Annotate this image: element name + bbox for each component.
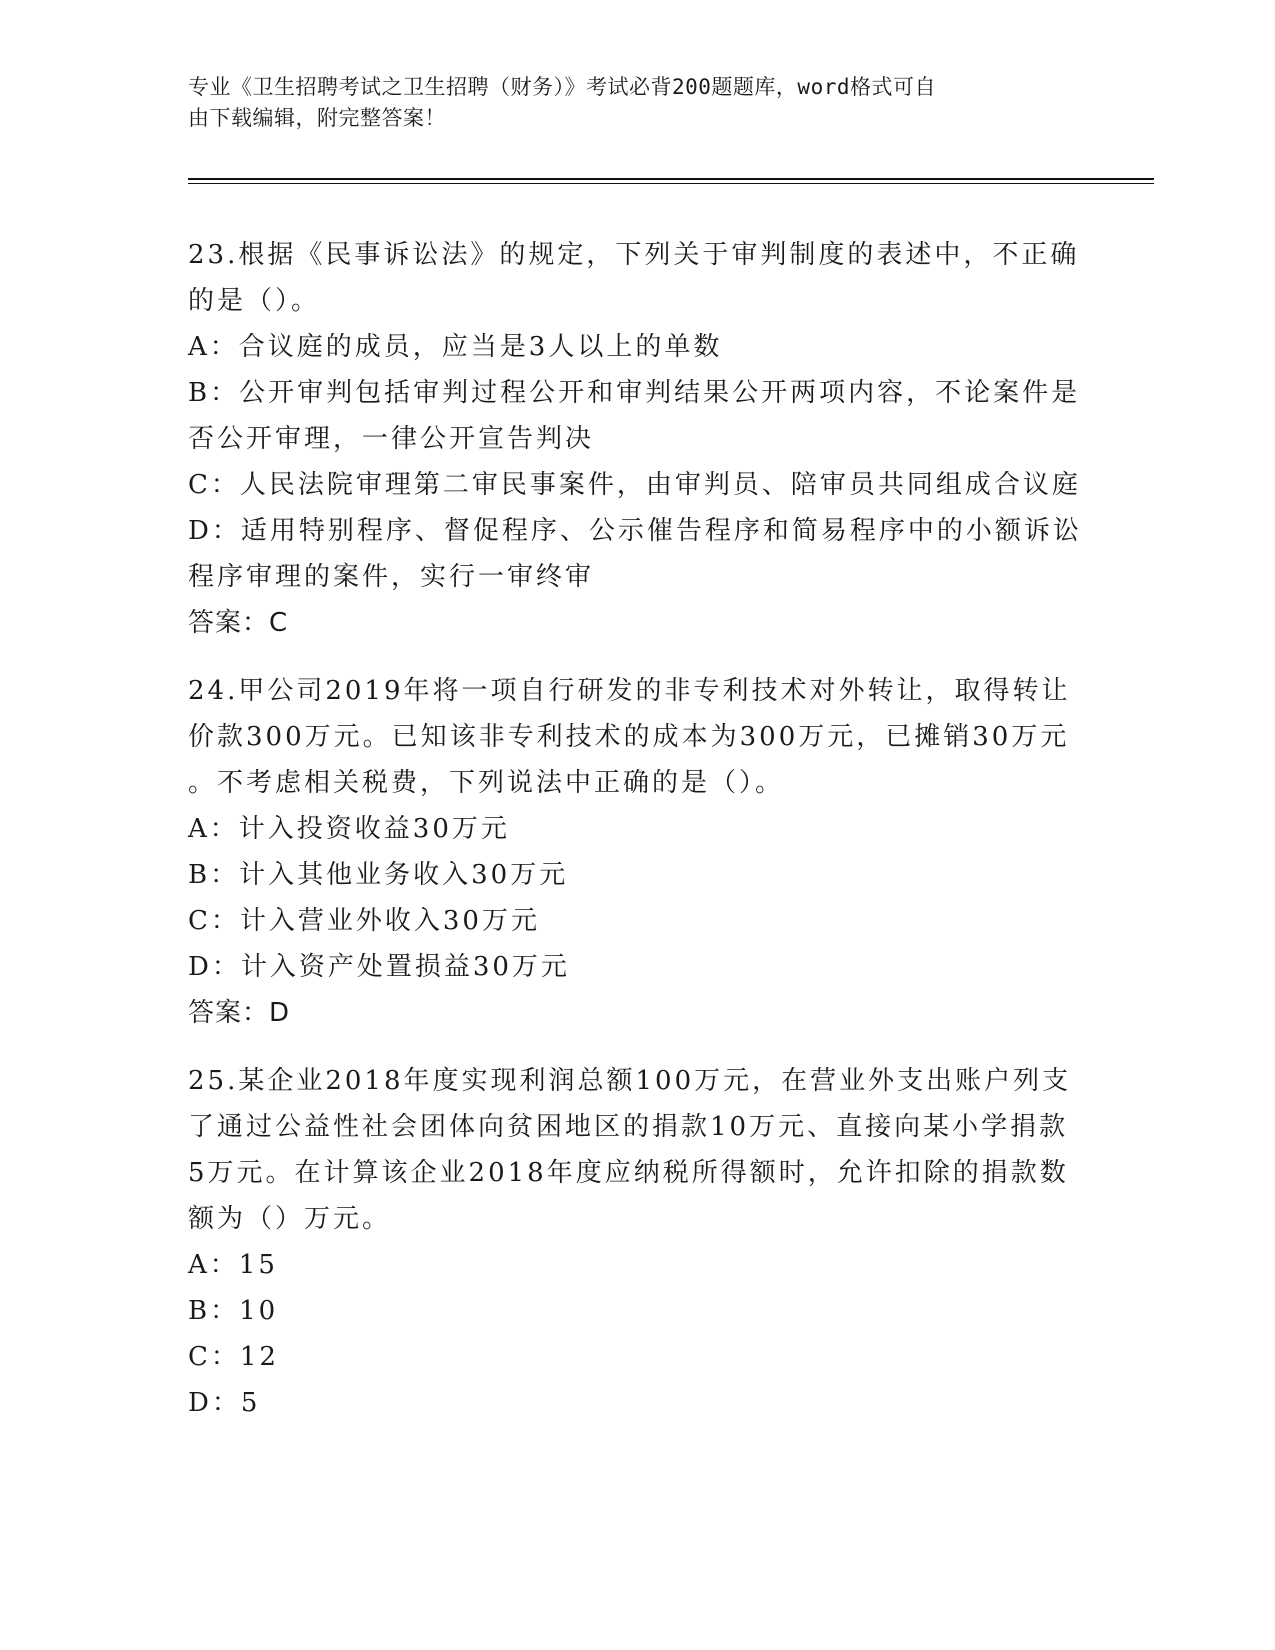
question-stem-line: 5万元。在计算该企业2018年度应纳税所得额时，允许扣除的捐款数 — [188, 1158, 1069, 1188]
answer-option: 程序审理的案件，实行一审终审 — [188, 562, 595, 592]
question-stem-line: 的是（）。 — [188, 286, 321, 316]
header-line: 由下载编辑，附完整答案！ — [188, 106, 446, 130]
header-line: 专业《卫生招聘考试之卫生招聘（财务）》考试必背200题题库，word格式可自 — [188, 75, 936, 99]
answer-option: C：计入营业外收入30万元 — [188, 906, 540, 936]
answer-option: D：适用特别程序、督促程序、公示催告程序和简易程序中的小额诉讼 — [188, 516, 1082, 546]
question-stem-line: 23.根据《民事诉讼法》的规定，下列关于审判制度的表述中，不正确 — [188, 240, 1080, 270]
answer-option: D：计入资产处置损益30万元 — [188, 952, 570, 982]
answer-option: A：计入投资收益30万元 — [188, 814, 510, 844]
header-divider — [188, 178, 1154, 180]
question-stem-line: 额为（）万元。 — [188, 1204, 392, 1234]
question-block — [188, 232, 1088, 646]
question-block — [188, 668, 1088, 1036]
answer-option: B：计入其他业务收入30万元 — [188, 860, 569, 890]
question-list — [188, 232, 1088, 1448]
question-stem-line: 了通过公益性社会团体向贫困地区的捐款10万元、直接向某小学捐款 — [188, 1112, 1069, 1142]
answer-option: A：15 — [188, 1250, 278, 1280]
question-stem-line: 24.甲公司2019年将一项自行研发的非专利技术对外转让，取得转让 — [188, 676, 1071, 706]
answer-key: 答案：C — [188, 608, 289, 638]
question-stem-line: 价款300万元。已知该非专利技术的成本为300万元，已摊销30万元 — [188, 722, 1070, 752]
answer-option: A：合议庭的成员，应当是3人以上的单数 — [188, 332, 723, 362]
question-stem-line: 25.某企业2018年度实现利润总额100万元，在营业外支出账户列支 — [188, 1066, 1072, 1096]
answer-option: 否公开审理，一律公开宣告判决 — [188, 424, 595, 454]
answer-option: D：5 — [188, 1388, 261, 1418]
answer-option: C：人民法院审理第二审民事案件，由审判员、陪审员共同组成合议庭 — [188, 470, 1081, 500]
question-block — [188, 1058, 1088, 1426]
answer-option: B：公开审判包括审判过程公开和审判结果公开两项内容，不论案件是 — [188, 378, 1081, 408]
answer-option: C：12 — [188, 1342, 279, 1372]
header-divider — [188, 183, 1154, 184]
question-stem-line: 。不考虑相关税费，下列说法中正确的是（）。 — [188, 768, 785, 798]
document-header — [188, 72, 1088, 134]
answer-key: 答案：D — [188, 998, 291, 1028]
answer-option: B：10 — [188, 1296, 279, 1326]
